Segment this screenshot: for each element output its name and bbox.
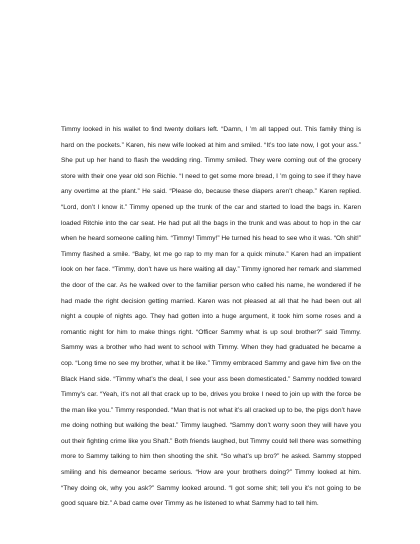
story-paragraph: Timmy looked in his wallet to find twenty dollars left. “Damn, I ’m all tapped out. This family thing is hard on the pockets.” Karen, his new wife looked at him and smiled. “It’s too late now, I got your ass.” She put up her hand to flash the wedding ring. Timmy smiled. They were coming out of the grocery store with their one year old son Richie. “I need to get some more bread, I ’m going to see if they have any overtime at the plant.” He said. “Please do, because these diapers aren’t cheap.” Karen replied. “Lord, don’t I know it.” Timmy opened up the trunk of the car and started to load the bags in. Karen loaded Ritchie into the car seat. He had put all the bags in the trunk and was about to hop in the car when he heard someone calling him. “Timmy! Timmy!” He turned his head to see who it was. “Oh shit!” Timmy flashed a smile. “Baby, let me go rap to my man for a quick minute.” Karen had an impatient look on her face. “Timmy, don’t have us here waiting all day.” Timmy ignored her remark and slammed the door of the car. As he walked over to the familiar person who called his name, he wondered if he had made the right decision getting married. Karen was not pleased at all that he had been out all night a couple of nights ago. They had gotten into a huge argument, it took him some roses and a romantic night for him to make things right. “Officer Sammy what is up soul brother?” said Timmy. Sammy was a brother who had went to school with Timmy. When they had graduated he became a cop. “Long time no see my brother, what it be like.” Timmy embraced Sammy and gave him five on the Black Hand side. “Timmy what’s the deal, I see your ass been domesticated.” Sammy nodded toward Timmy’s car. “Yeah, it’s not all that crack up to be, drives you broke I need to join up with the force be the man like you.” Timmy responded. “Man that is not what it’s all cracked up to be, the pigs don’t have me doing nothing but walking the beat.” Timmy laughed. “Sammy don’t worry soon they will have you out their fighting crime like you Shaft.” Both friends laughed, but Timmy could tell there was something more to Sammy talking to him then shooting the shit. “So what’s up bro?” he asked. Sammy stopped smiling and his demeanor became serious. “How are your brothers doing?” Timmy looked at him. “They doing ok, why you ask?” Sammy looked around. “I got some shit; tell you it’s not going to be good square biz.” A bad came over Timmy as he listened to what Sammy had to tell him.	[61, 126, 361, 508]
